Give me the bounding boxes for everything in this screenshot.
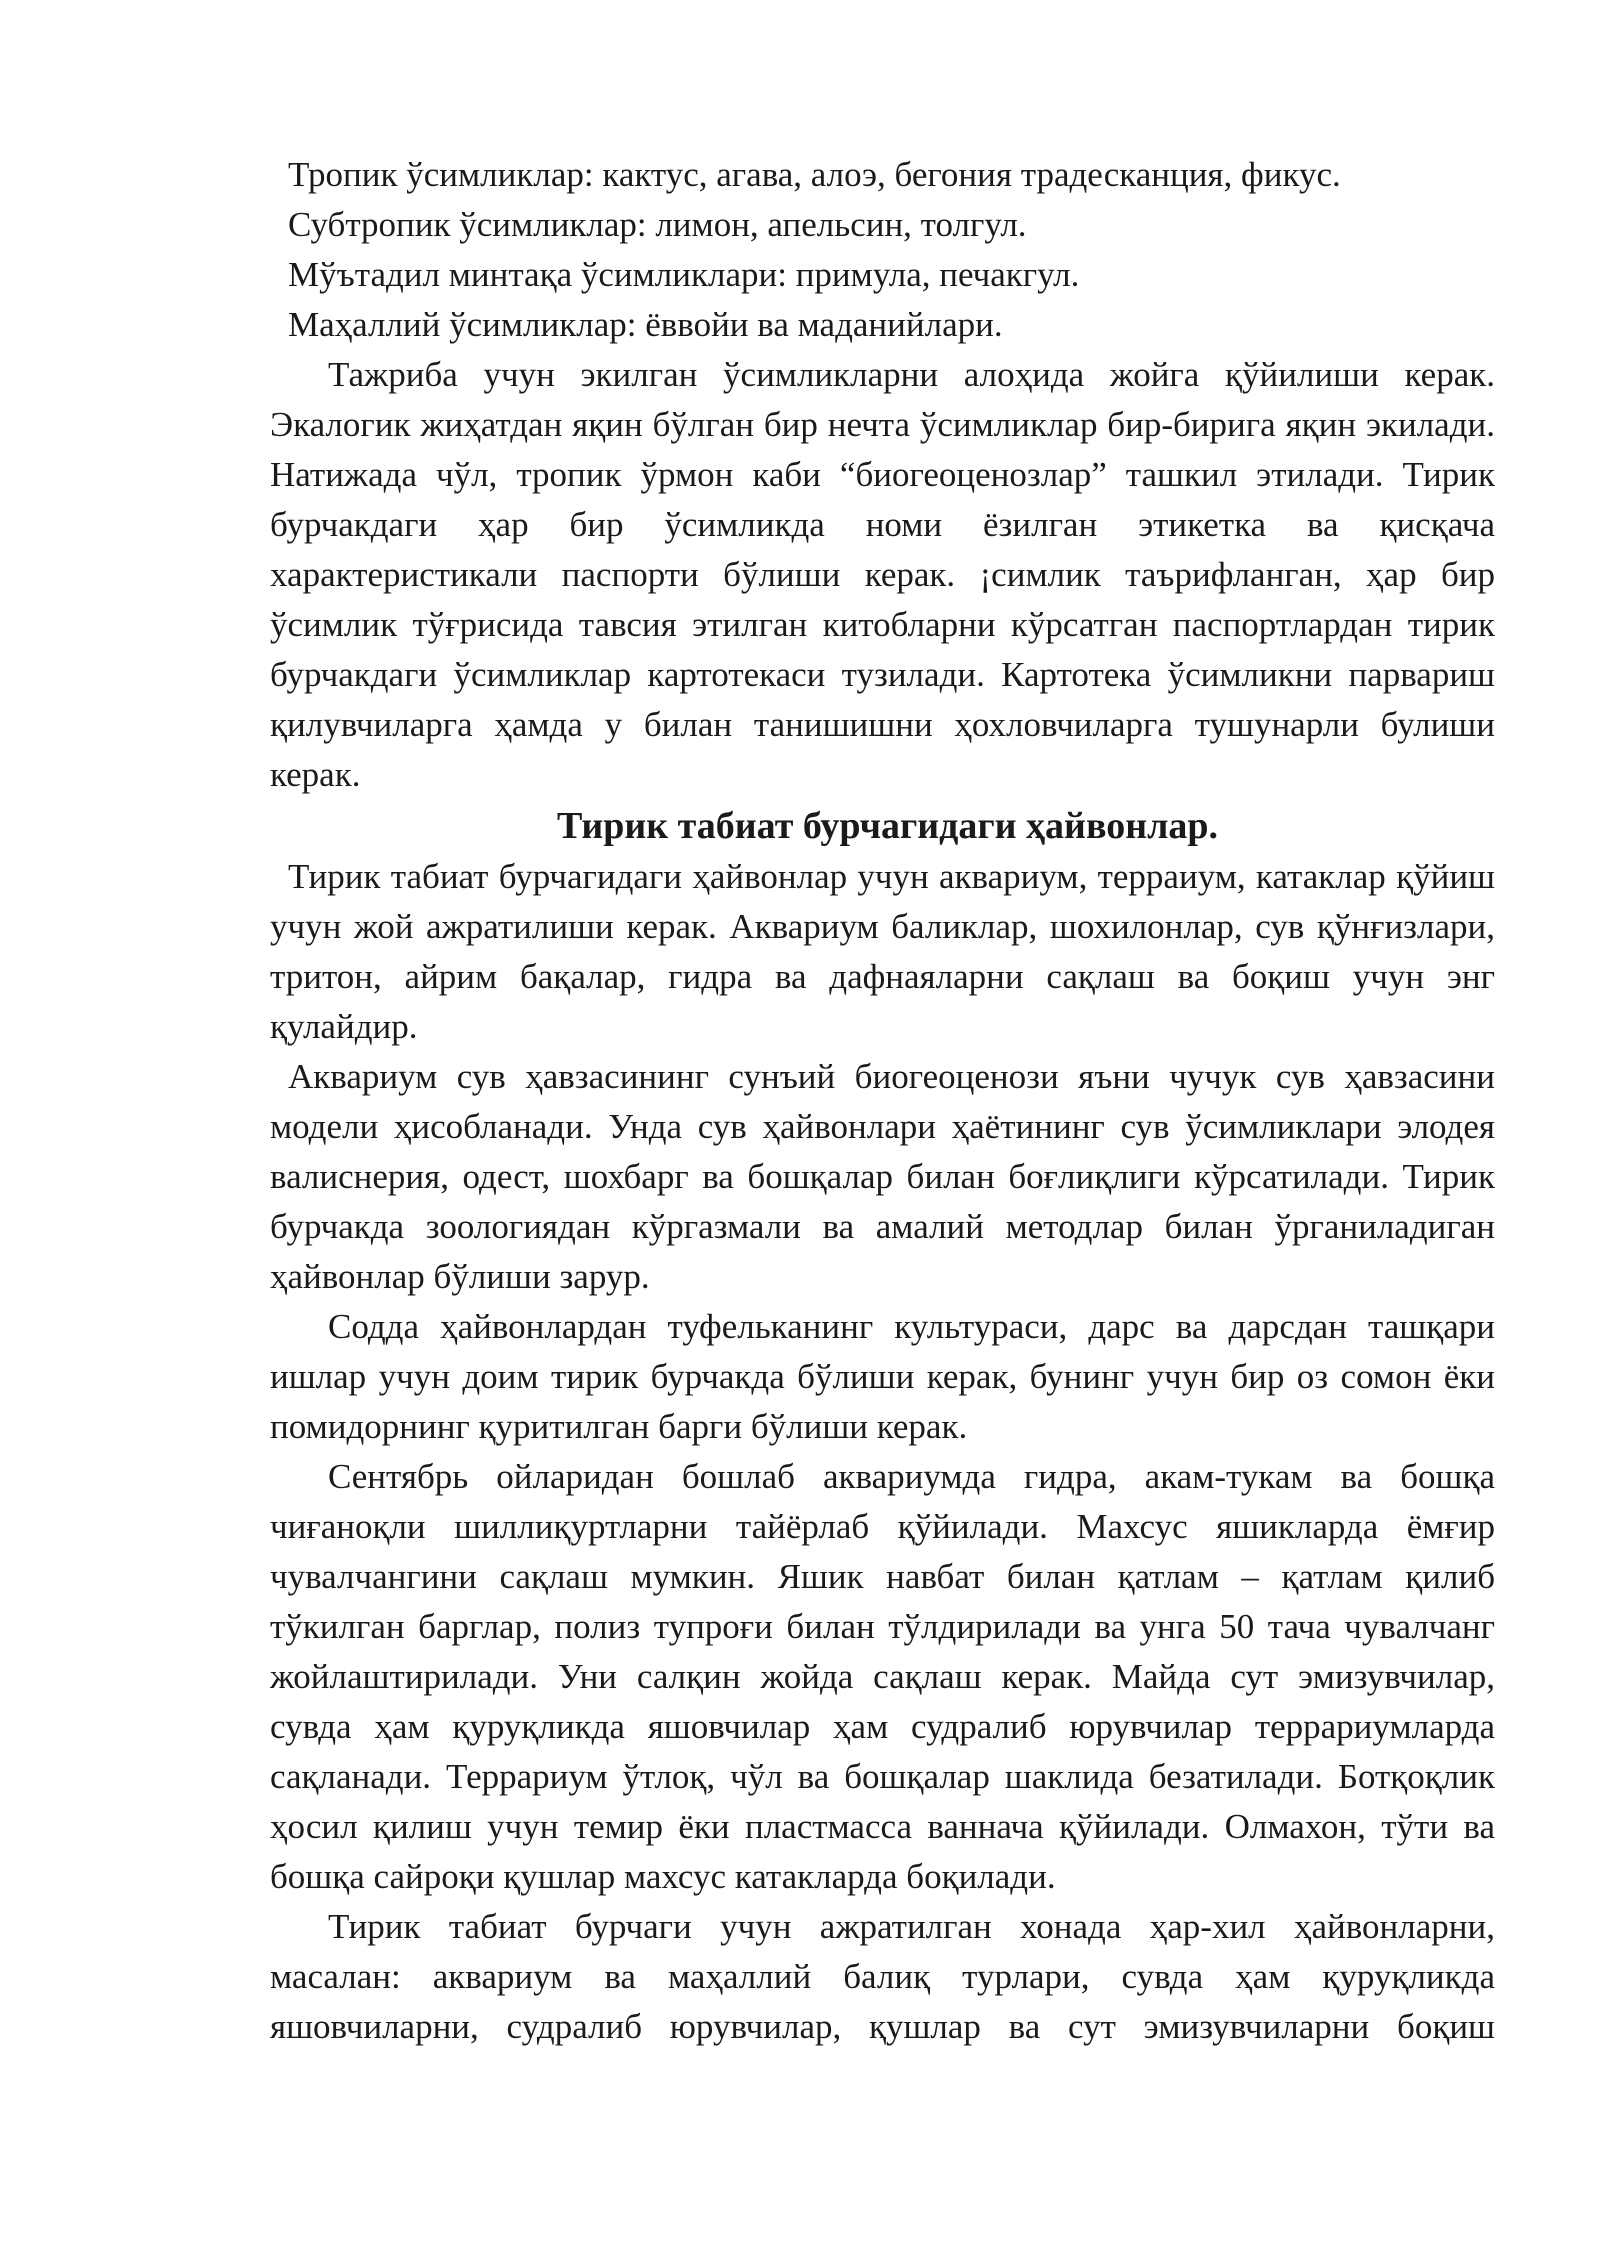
section-heading: Тирик табиат бурчагидаги ҳайвонлар. [556,805,1219,847]
paragraph-animals-space: Тирик табиат бурчагидаги ҳайвонлар учун аквариум, терраиум, катаклар қўйиш учун жой ажратилиши керак. Аквариум баликлар, шохилонлар, сув қўнғизлари, тритон, айрим бақалар, гидра ва дафнаяларни сақлаш ва боқиш учун энг қулайдир. [270,857,1495,1046]
paragraph-protozoa: Содда ҳайвонлардан туфельканинг культураси, дарс ва дарсдан ташқари ишлар учун доим тирик бурчакда бўлиши керак, бунинг учун бир оз сомон ёки помидорнинг қуритилган барги бўлиши керак. [270,1307,1495,1446]
paragraph-experiment: Тажриба учун экилган ўсимликларни алоҳида жойга қўйилиши керак. Экалогик жиҳатдан яқин бўлган бир нечта ўсимликлар бир-бирига яқин экилади. Натижада чўл, тропик ўрмон каби “биогеоценозлар” ташкил этилади. Тирик бурчакдаги ҳар бир ўсимликда номи ёзилган этикетка ва қисқача характеристикали паспорти бўлиши керак. ¡симлик таърифланган, ҳар бир ўсимлик тўғрисида тавсия этилган китобларни кўрсатган паспортлардан тирик бурчакдаги ўсимликлар картотекаси тузилади. Картотека ўсимликни парвариш қилувчиларга ҳамда у билан танишишни ҳохловчиларга тушунарли булиши керак. [270,355,1495,794]
paragraph-aquarium: Аквариум сув ҳавзасининг сунъий биогеоценози яъни чучук сув ҳавзасини модели ҳисобланади. Унда сув ҳайвонлари ҳаётининг сув ўсимликлари элодея валиснерия, одест, шохбарг ва бошқалар билан боғлиқлиги кўрсатилади. Тирик бурчакда зоологиядан кўргазмали ва амалий методлар билан ўрганиладиган ҳайвонлар бўлиши зарур. [270,1057,1495,1296]
paragraph-room: Тирик табиат бурчаги учун ажратилган хонада ҳар-хил ҳайвонларни, масалан: аквариум ва маҳаллий балиқ турлари, сувда ҳам қуруқликда яшовчиларни, судралиб юрувчилар, қушлар ва сут эмизувчиларни боқиш [270,1907,1495,2046]
plant-group-temperate: Мўътадил минтақа ўсимликлари: примула, печакгул. [288,255,1080,294]
plant-group-subtropical: Субтропик ўсимликлар: лимон, апельсин, толгул. [288,205,1027,244]
plant-group-local: Маҳаллий ўсимликлар: ёввойи ва маданийлари. [288,305,1003,344]
paragraph-september: Сентябрь ойларидан бошлаб аквариумда гидра, акам-тукам ва бошқа чиғаноқли шиллиқуртларни тайёрлаб қўйилади. Махсус яшикларда ёмғир чувалчангини сақлаш мумкин. Яшик навбат билан қатлам – қатлам қилиб тўкилган барглар, полиз тупроғи билан тўлдирилади ва унга 50 тача чувалчанг жойлаштирилади. Уни салқин жойда сақлаш керак. Майда сут эмизувчилар, сувда ҳам қуруқликда яшовчилар ҳам судралиб юрувчилар террариумларда сақланади. Террариум ўтлоқ, чўл ва бошқалар шаклида безатилади. Ботқоқлик ҳосил қилиш учун темир ёки пластмасса ваннача қўйилади. Олмахон, тўти ва бошқа сайроқи қушлар махсус катакларда боқилади. [270,1457,1495,1896]
plant-group-tropical: Тропик ўсимликлар: кактус, агава, алоэ, бегония традесканция, фикус. [288,155,1341,194]
document-page [270,150,1495,2052]
